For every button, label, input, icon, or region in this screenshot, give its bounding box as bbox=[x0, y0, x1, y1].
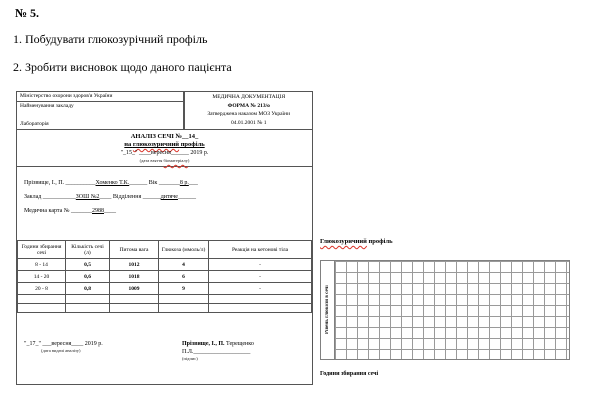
col-specific-gravity: Питома вага bbox=[110, 241, 159, 259]
issue-date-block bbox=[24, 341, 176, 384]
subtitle-pre: на bbox=[124, 141, 133, 148]
form-footer bbox=[17, 313, 312, 384]
table-empty-row bbox=[18, 304, 312, 313]
patient-facility-line: Заклад ___________ЗОШ №2____ Відділення ______дитяче______ bbox=[24, 194, 196, 200]
laboratory-label: Лабораторія bbox=[20, 121, 49, 127]
plot-grid-box bbox=[320, 260, 570, 360]
signature-line: П.Л.___________________ bbox=[182, 349, 251, 355]
patient-card-line: Медична карта № _______2988____ bbox=[24, 208, 116, 214]
note-word-misspelled: біоматеріалу bbox=[163, 158, 188, 163]
card-number-value: 2988 bbox=[92, 208, 104, 214]
approved-number: 04.01.2001 № 1 bbox=[230, 119, 267, 126]
form-header bbox=[17, 92, 312, 130]
plot-x-axis-label: Години збирання сечі bbox=[320, 371, 379, 377]
task-number: № 5. bbox=[15, 6, 40, 20]
signature-block bbox=[182, 341, 254, 384]
plot-grid-area bbox=[334, 261, 569, 359]
profile-title: Глюкозуричний профіль bbox=[320, 238, 393, 245]
analysis-subtitle bbox=[17, 141, 312, 149]
department-value: дитяче bbox=[160, 194, 178, 200]
form-header-left bbox=[17, 92, 184, 129]
results-table bbox=[17, 240, 312, 313]
institution-label: Найменування закладу bbox=[20, 103, 74, 109]
facility-value: ЗОШ №2 bbox=[75, 194, 100, 200]
table-empty-row bbox=[18, 295, 312, 304]
issue-date: "_17_" ___вересня____ 2019 р. bbox=[24, 341, 103, 347]
issue-date-note: (дата видачі аналізу) bbox=[41, 348, 81, 353]
table-row: 14 - 20 0,6 1018 6 - bbox=[18, 271, 312, 283]
sample-date: "_15_" ____вересня______ 2019 р. bbox=[120, 150, 209, 156]
analysis-title: АНАЛІЗ СЕЧІ №__14_ bbox=[130, 133, 199, 140]
form-title-section bbox=[17, 130, 312, 167]
profile-title-word-misspelled: Глюкозуричний bbox=[320, 238, 367, 245]
approved-label: Затверджена наказом МОЗ України bbox=[207, 111, 291, 118]
patient-name-line: Прізвище, І., П. __________Хоменко Т.К.______ Вік _______8 р.___ bbox=[24, 180, 198, 186]
col-hours: Години збирання сечі bbox=[18, 241, 66, 259]
col-amount: Кількість сечі (л) bbox=[66, 241, 110, 259]
patient-name-value: Хоменко Т.К. bbox=[95, 180, 130, 186]
sample-date-note: (дата взяття біоматеріалу) bbox=[139, 158, 190, 163]
task-item-2: 2. Зробити висновок щодо даного пацієнта bbox=[13, 60, 232, 74]
col-glucose: Глюкоза (ммоль/л) bbox=[159, 241, 209, 259]
form-header-right bbox=[184, 92, 312, 129]
subtitle-word-misspelled: глюкозуричний bbox=[132, 141, 180, 148]
table-row: 8 - 14 0,5 1012 4 - bbox=[18, 259, 312, 271]
subtitle-post: профіль bbox=[179, 141, 205, 148]
patient-section bbox=[17, 167, 312, 240]
analysis-form bbox=[16, 91, 313, 385]
doc-caption: МЕДИЧНА ДОКУМЕНТАЦІЯ bbox=[212, 94, 286, 100]
table-header-row bbox=[18, 241, 312, 259]
task-item-1: 1. Побудувати глюкозурічний профіль bbox=[13, 32, 208, 46]
col-ketone-reaction: Реакція на кетонові тіла bbox=[209, 241, 312, 259]
glucosuric-profile-panel bbox=[320, 238, 578, 377]
signature-note: (підпис) bbox=[182, 356, 198, 361]
ministry-label: Міністерство охорони здоров'я України bbox=[17, 92, 183, 102]
signature-name-line: Прізвище, І., П. Терещенко bbox=[182, 341, 254, 347]
table-row: 20 - 8 0,8 1009 9 - bbox=[18, 283, 312, 295]
plot-y-axis-label: Рівень глюкози в сечі bbox=[325, 285, 330, 335]
form-number: ФОРМА № 213/о bbox=[227, 102, 270, 109]
task-list bbox=[13, 6, 232, 88]
patient-age-value: 8 р. bbox=[179, 180, 189, 186]
